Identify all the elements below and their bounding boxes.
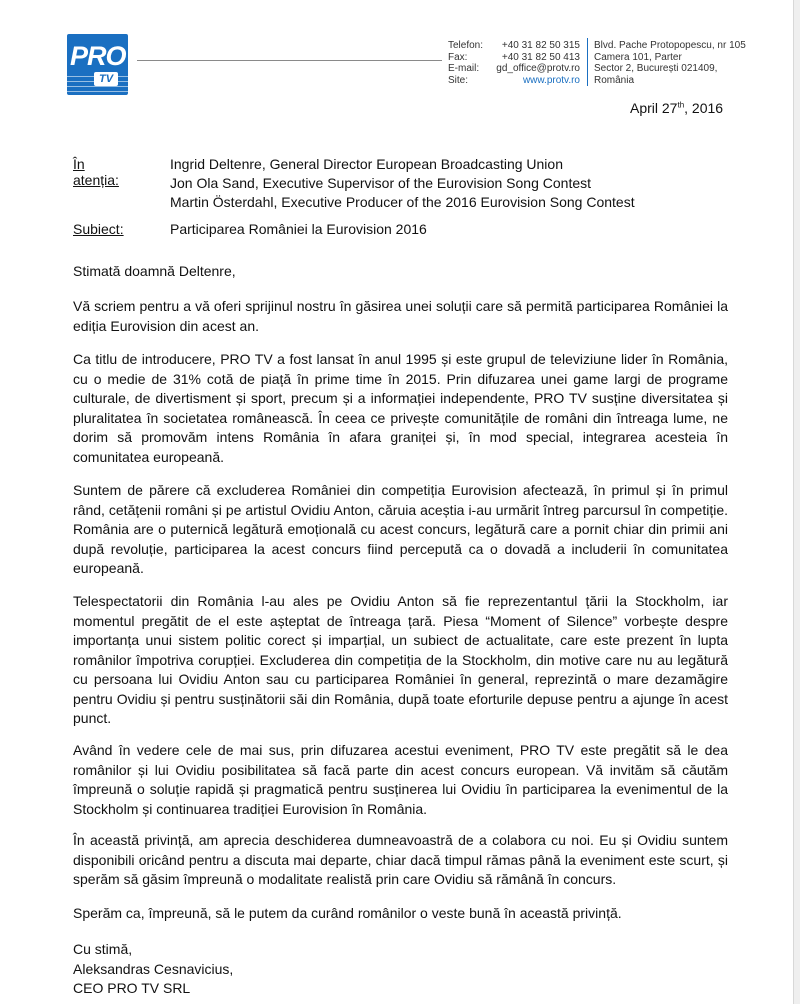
contact-label: Site: — [448, 74, 469, 86]
paragraph-exclusion: Suntem de părere că excluderea României din competiția Eurovision afectează, în primul și în primul rând, cetățenii români și pe artistul Ovidiu Anton, căruia aceștia i-au urmărit întreg parcursul în competiție. România are o puternică legătură emoțională cu acest concurs, legătură care a pornit chiar din primii ani după revoluție, participarea la acest concurs fiind percepută ca o dovadă a includerii în comunitatea europeană. — [73, 482, 728, 576]
address-block — [594, 40, 746, 86]
site-link[interactable]: www.protv.ro — [522, 74, 580, 86]
contact-row-email — [448, 63, 580, 75]
subject-value: Participarea României la Eurovision 2016 — [170, 221, 427, 237]
address-line: Camera 101, Parter — [594, 51, 682, 63]
paragraph-protv: Ca titlu de introducere, PRO TV a fost lansat în anul 1995 și este grupul de televiziune lider în România, cu o medie de 31% cotă de piață în prime time în 2015. Prin difuzarea unei game largi de programe culturale, de divertisment și sport, precum și a informației independente, PRO TV susține diversitatea și pluralitatea în societatea românească. În ceea ce privește comunitățile de români din întreaga lume, ne dorim să promovăm intens România în afara graniței și, în mod special, integrarea acesteia în comunitatea europeană. — [73, 351, 728, 465]
paragraph-intro: Vă scriem pentru a vă oferi sprijinul nostru în găsirea unei soluții care să permită participarea României la ediția Eurovision din acest an. — [73, 298, 728, 334]
contact-value: +40 31 82 50 413 — [501, 51, 580, 63]
date-main: April 27 — [630, 100, 678, 116]
page-edge — [793, 0, 800, 1004]
contact-row-site — [448, 75, 580, 87]
contact-label: E-mail: — [448, 63, 480, 74]
address-line: Blvd. Pache Protopopescu, nr 105 — [594, 40, 746, 51]
pro-tv-logo — [67, 34, 128, 95]
logo-sub: TV — [94, 72, 118, 86]
subject-label: Subiect: — [73, 221, 124, 237]
contact-row-fax — [448, 52, 580, 64]
email-link[interactable]: gd_office@protv.ro — [496, 63, 580, 74]
paragraph-broadcast: Având în vedere cele de mai sus, prin difuzarea acestui eveniment, PRO TV este pregătit să le dea românilor și lui Ovidiu posibilitatea să facă parte din acest concurs european. Vă invităm să căutăm împreună o soluție rapidă și pragmatică pentru susținerea lui Ovidiu în participarea la evenimentul de la Stockholm și continuarea tradiției Eurovision în România. — [73, 742, 728, 817]
address-line: Sector 2, București 021409, — [594, 63, 718, 74]
date-suffix: th — [677, 100, 685, 110]
greeting: Stimată doamnă Deltenre, — [73, 263, 236, 279]
contact-value: +40 31 82 50 315 — [501, 40, 580, 51]
signature-block — [73, 940, 233, 999]
attention-line: Jon Ola Sand, Executive Supervisor of the Eurovision Song Contest — [170, 175, 592, 191]
attention-line: Ingrid Deltenre, General Director European Broadcasting Union — [170, 156, 563, 172]
header-divider — [587, 38, 588, 86]
contact-block — [448, 40, 580, 86]
signature-name: Aleksandras Cesnavicius, — [73, 960, 234, 977]
signature-title: CEO PRO TV SRL — [73, 980, 191, 996]
letter-date — [630, 100, 723, 116]
logo-brand: PRO — [70, 41, 126, 71]
signature-salutation: Cu stimă, — [73, 941, 133, 957]
paragraph-closing: Sperăm ca, împreună, să le putem da curând românilor o veste bună în această privință. — [73, 905, 622, 921]
header-rule — [137, 60, 442, 61]
paragraph-collaboration: În această privință, am aprecia deschiderea dumneavoastră de a colabora cu noi. Eu și Ovidiu suntem disponibili oricând pentru a discuta mai departe, chiar dacă timpul rămas până la eveniment este scurt, și sperăm să găsim împreună o modalitate realistă prin care Ovidiu să rămână în concurs. — [73, 832, 728, 887]
address-line: România — [594, 74, 635, 86]
contact-label: Fax: — [448, 51, 468, 63]
attention-label: În atenția: — [73, 156, 119, 188]
contact-row-phone — [448, 40, 580, 52]
paragraph-viewers: Telespectatorii din România l-au ales pe Ovidiu Anton să fie reprezentantul țării la Stockholm, iar momentul pregătit de el este așteptat de întreaga țară. Piesa “Moment of Silence” vorbește despre importanța unui sistem politic corect și imparțial, un subiect de actualitate, care este prezent în lupta românilor împotriva corupției. Excluderea din competiția de la Stockholm, din motive care nu au legătură cu persoana lui Ovidiu Anton sau cu participarea României în general, reprezintă o mare dezamăgire pentru Ovidiu și pentru susținătorii săi din România, după toate eforturile depuse pentru a ajunge în acest punct. — [73, 593, 728, 726]
contact-label: Telefon: — [448, 40, 484, 51]
attention-line: Martin Österdahl, Executive Producer of the 2016 Eurovision Song Contest — [170, 194, 635, 210]
date-year: , 2016 — [684, 100, 724, 116]
